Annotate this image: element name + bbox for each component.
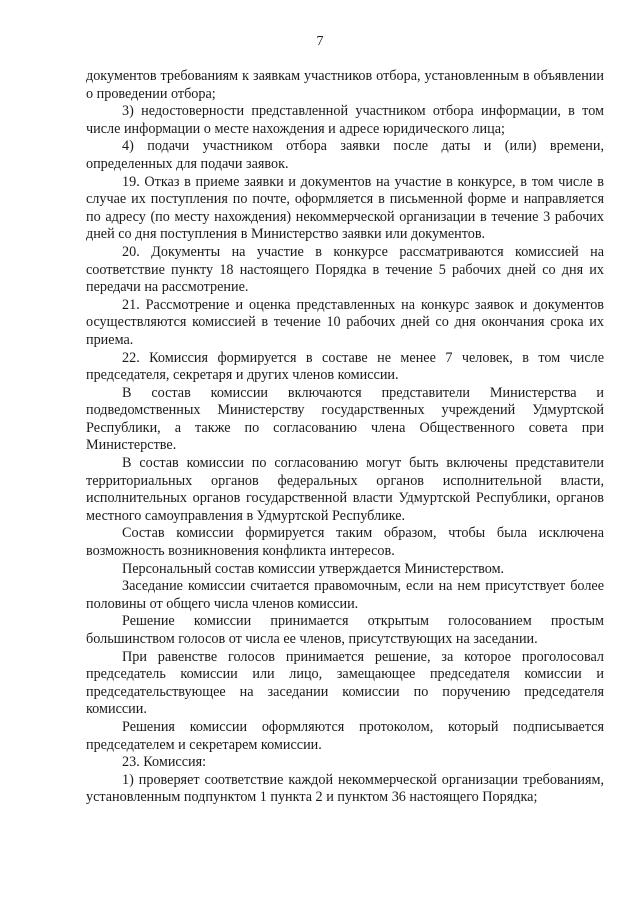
paragraph-conflict-of-interest: Состав комиссии формируется таким образом, чтобы была исключена возможность возникновения конфликта интересов. (86, 525, 604, 560)
paragraph-clause-23-item-1: 1) проверяет соответствие каждой некоммерческой организации требованиям, установленным подпунктом 1 пункта 2 и пунктом 36 настоящего Порядка; (86, 771, 604, 806)
paragraph-clause-20: 20. Документы на участие в конкурсе рассматриваются комиссией на соответствие пункту 18 настоящего Порядка в течение 5 рабочих дней со дня их передачи на рассмотрение. (86, 243, 604, 296)
page-number: 7 (316, 34, 324, 49)
paragraph-continuation: документов требованиям к заявкам участников отбора, установленным в объявлении о проведении отбора; (86, 68, 604, 102)
paragraph-clause-21: 21. Рассмотрение и оценка представленных на конкурс заявок и документов осуществляются комиссией в течение 10 рабочих дней со дня окончания срока их приема. (86, 296, 604, 348)
paragraph-personal-composition: Персональный состав комиссии утверждается Министерством. (122, 560, 505, 577)
paragraph-commission-members: В состав комиссии включаются представители Министерства и подведомственных Министерству государственных учреждений Удмуртской Республики, а также по согласованию члена Общественного совета при Министерстве. (86, 384, 604, 454)
paragraph-tie-vote: При равенстве голосов принимается решение, за которое проголосовал председатель комиссии или лицо, замещающее председателя комиссии и председательствующее на заседании комиссии по поручению председателя комиссии. (86, 648, 604, 718)
paragraph-quorum: Заседание комиссии считается правомочным, если на нем присутствует более половины от общего числа членов комиссии. (86, 578, 604, 612)
paragraph-clause-19: 19. Отказ в приеме заявки и документов на участие в конкурсе, в том числе в случае их поступления по почте, оформляется в письменной форме и направляется по адресу (по месту нахождения) некоммерческой организации в течение 3 рабочих дней со дня поступления в Министерство заявки или документов. (86, 173, 604, 243)
paragraph-item-4: 4) подачи участником отбора заявки после даты и (или) времени, определенных для подачи заявок. (86, 138, 604, 172)
paragraph-clause-23: 23. Комиссия: (122, 754, 207, 771)
paragraph-voting: Решение комиссии принимается открытым голосованием простым большинством голосов от числа ее членов, присутствующих на заседании. (86, 613, 604, 647)
paragraph-commission-agreement: В состав комиссии по согласованию могут быть включены представители территориальных органов федеральных органов исполнительной власти, исполнительных органов государственной власти Удмуртской Республики, органов местного самоуправления в Удмуртской Республике. (86, 455, 604, 524)
paragraph-protocol: Решения комиссии оформляются протоколом, который подписывается председателем и секретарем комиссии. (86, 718, 604, 753)
paragraph-clause-22: 22. Комиссия формируется в составе не менее 7 человек, в том числе председателя, секретаря и других членов комиссии. (86, 349, 604, 384)
document-body (86, 68, 604, 807)
paragraph-item-3: 3) недостоверности представленной участником отбора информации, в том числе информации о месте нахождения и адресе юридического лица; (86, 103, 604, 137)
